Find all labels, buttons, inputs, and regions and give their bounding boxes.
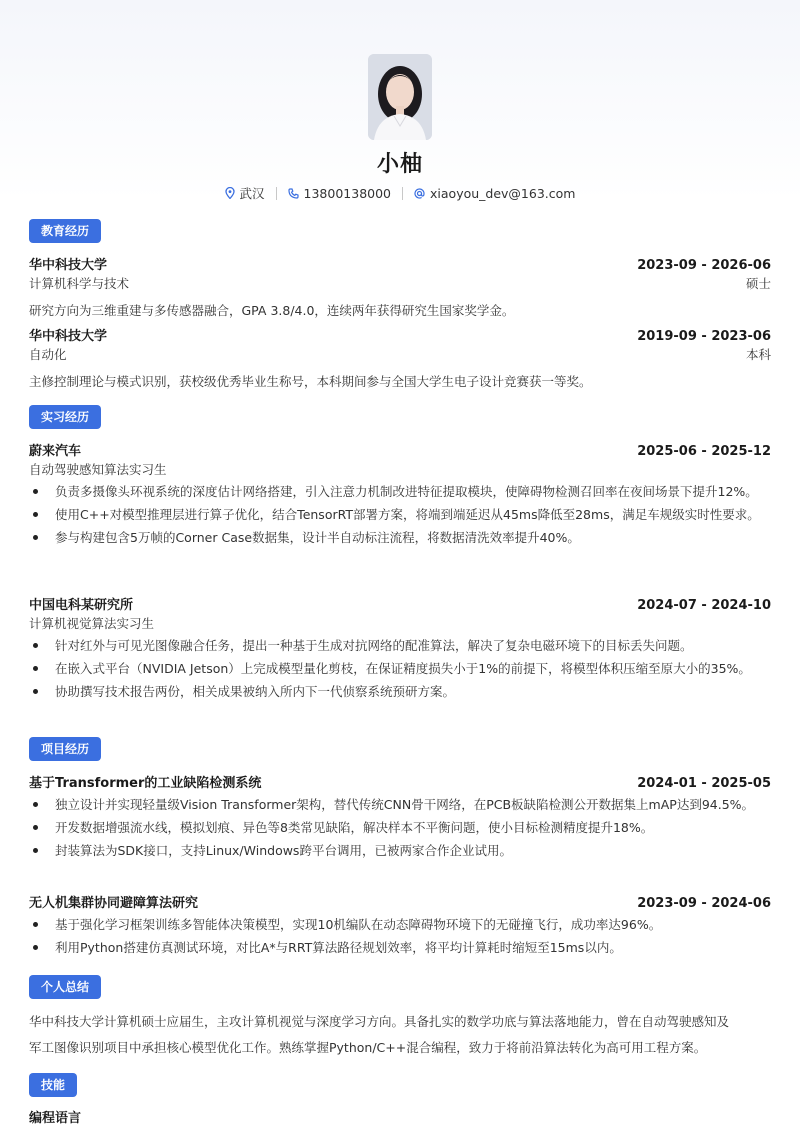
bullet-list — [29, 637, 771, 700]
education-major: 计算机科学与技术 — [29, 276, 130, 291]
company-name: 蔚来汽车 — [29, 444, 82, 459]
contact-email[interactable] — [403, 186, 586, 201]
list-item: 封装算法为SDK接口，支持Linux/Windows跨平台调用，已被两家合作企业试用。 — [29, 842, 771, 859]
contact-phone — [277, 186, 402, 201]
list-item: 参与构建包含5万帧的Corner Case数据集，设计半自动标注流程，将数据清洗效率提升40%。 — [29, 529, 771, 546]
location-text: 武汉 — [239, 186, 265, 201]
internship-date: 2024-07 - 2024-10 — [637, 598, 771, 613]
bullet-list — [29, 483, 771, 546]
company-name: 中国电科某研究所 — [29, 598, 134, 613]
project-date: 2024-01 - 2025-05 — [637, 776, 771, 791]
summary-line: 军工图像识别项目中承担核心模型优化工作。熟练掌握Python/C++混合编程，致力于将前沿算法转化为高可用工程方案。 — [29, 1040, 707, 1055]
list-item: 利用Python搭建仿真测试环境，对比A*与RRT算法路径规划效率，将平均计算耗时缩短至15ms以内。 — [29, 939, 771, 956]
list-item: 针对红外与可见光图像融合任务，提出一种基于生成对抗网络的配准算法，解决了复杂电磁环境下的目标丢失问题。 — [29, 637, 771, 654]
at-sign-icon — [414, 188, 425, 199]
internship-role: 计算机视觉算法实习生 — [29, 616, 155, 631]
project-name: 无人机集群协同避障算法研究 — [29, 896, 199, 911]
list-item: 基于强化学习框架训练多智能体决策模型，实现10机编队在动态障碍物环境下的无碰撞飞行，成功率达96%。 — [29, 916, 771, 933]
section-education-heading: 教育经历 — [29, 219, 101, 243]
location-pin-icon — [225, 187, 235, 199]
list-item: 在嵌入式平台（NVIDIA Jetson）上完成模型量化剪枝，在保证精度损失小于1%的前提下，将模型体积压缩至原大小的35%。 — [29, 660, 771, 677]
project-date: 2023-09 - 2024-06 — [637, 896, 771, 911]
list-item: 开发数据增强流水线，模拟划痕、异色等8类常见缺陷，解决样本不平衡问题，使小目标检测精度提升18%。 — [29, 819, 771, 836]
section-internship-heading: 实习经历 — [29, 405, 101, 429]
education-description: 主修控制理论与模式识别，获校级优秀毕业生称号，本科期间参与全国大学生电子设计竞赛获一等奖。 — [29, 374, 592, 389]
list-item: 使用C++对模型推理层进行算子优化，结合TensorRT部署方案，将端到端延迟从45ms降低至28ms，满足车规级实时性要求。 — [29, 506, 771, 523]
education-date: 2019-09 - 2023-06 — [637, 329, 771, 344]
email-text[interactable]: xiaoyou_dev@163.com — [430, 185, 576, 201]
list-item: 负责多摄像头环视系统的深度估计网络搭建，引入注意力机制改进特征提取模块，使障碍物检测召回率在夜间场景下提升12%。 — [29, 483, 771, 500]
school-name: 华中科技大学 — [29, 329, 108, 344]
contact-bar — [0, 184, 800, 202]
internship-entry — [29, 594, 771, 706]
internship-role: 自动驾驶感知算法实习生 — [29, 462, 167, 477]
candidate-name: 小柚 — [376, 152, 423, 177]
skill-group-title: 编程语言 — [29, 1111, 82, 1126]
education-date: 2023-09 - 2026-06 — [637, 258, 771, 273]
internship-entry — [29, 440, 771, 552]
education-entry — [29, 325, 771, 391]
phone-text: 13800138000 — [303, 185, 392, 201]
project-entry — [29, 892, 771, 962]
section-skills-heading: 技能 — [29, 1073, 77, 1097]
section-summary-heading: 个人总结 — [29, 975, 101, 999]
education-entry — [29, 254, 771, 320]
summary-line: 华中科技大学计算机硕士应届生，主攻计算机视觉与深度学习方向。具备扎实的数学功底与算法落地能力，曾在自动驾驶感知及 — [29, 1014, 730, 1029]
education-degree: 本科 — [745, 347, 771, 362]
summary-text — [29, 1009, 771, 1061]
phone-icon — [288, 188, 299, 199]
bullet-list — [29, 916, 771, 956]
education-major: 自动化 — [29, 347, 67, 362]
project-entry — [29, 772, 771, 865]
contact-location — [214, 184, 276, 202]
bullet-list — [29, 796, 771, 859]
avatar — [368, 54, 432, 140]
education-description: 研究方向为三维重建与多传感器融合，GPA 3.8/4.0，连续两年获得研究生国家奖学金。 — [29, 303, 515, 318]
list-item: 独立设计并实现轻量级Vision Transformer架构，替代传统CNN骨干网络，在PCB板缺陷检测公开数据集上mAP达到94.5%。 — [29, 796, 771, 813]
project-name: 基于Transformer的工业缺陷检测系统 — [29, 776, 262, 791]
section-projects-heading: 项目经历 — [29, 737, 101, 761]
education-degree: 硕士 — [745, 276, 771, 291]
list-item: 协助撰写技术报告两份，相关成果被纳入所内下一代侦察系统预研方案。 — [29, 683, 771, 700]
school-name: 华中科技大学 — [29, 258, 108, 273]
internship-date: 2025-06 - 2025-12 — [637, 444, 771, 459]
